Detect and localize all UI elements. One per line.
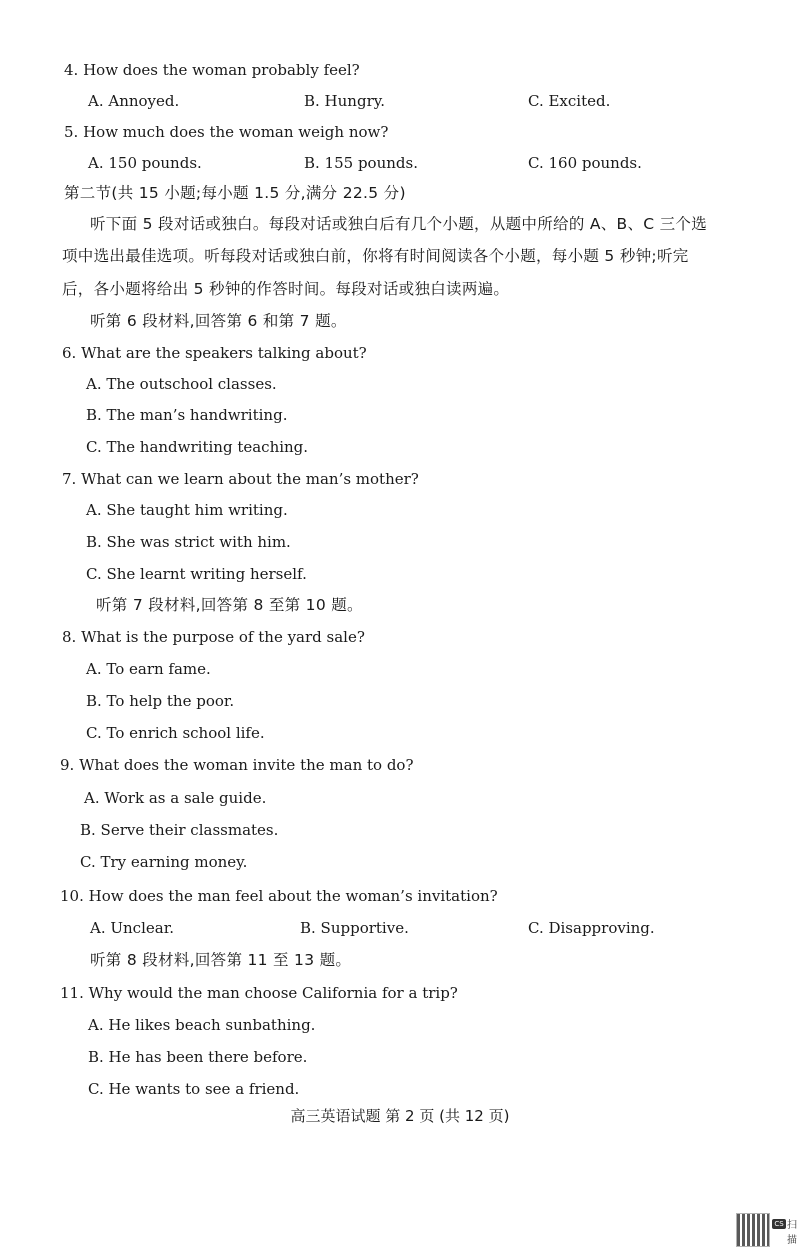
question-11-option-b: B. He has been there before. <box>88 1048 308 1066</box>
question-10-option-b: B. Supportive. <box>300 919 409 937</box>
question-8-option-b: B. To help the poor. <box>86 692 235 710</box>
question-4-option-c: C. Excited. <box>528 92 611 110</box>
scanner-badge-icon: CS <box>772 1219 786 1229</box>
section-2-heading: 第二节(共 15 小题;每小题 1.5 分,满分 22.5 分) <box>64 184 406 202</box>
question-9-stem: 9. What does the woman invite the man to do? <box>60 756 414 774</box>
question-5-option-a: A. 150 pounds. <box>88 154 202 172</box>
question-7-option-b: B. She was strict with him. <box>86 533 291 551</box>
question-4-option-a: A. Annoyed. <box>88 92 180 110</box>
question-8-stem: 8. What is the purpose of the yard sale? <box>62 628 365 646</box>
question-5-option-c: C. 160 pounds. <box>528 154 642 172</box>
question-8-option-a: A. To earn fame. <box>86 660 211 678</box>
scanner-label: 扫描 <box>787 1220 797 1246</box>
question-4-stem: 4. How does the woman probably feel? <box>64 61 360 79</box>
section-2-instruction-line-1: 听下面 5 段对话或独白。每段对话或独白后有几个小题，从题中所给的 A、B、C 三个选 <box>90 215 708 233</box>
material-8-instruction: 听第 8 段材料,回答第 11 至 13 题。 <box>90 951 352 969</box>
question-7-stem: 7. What can we learn about the man’s mother? <box>62 470 419 488</box>
question-6-option-c: C. The handwriting teaching. <box>86 438 309 456</box>
material-7-instruction: 听第 7 段材料,回答第 8 至第 10 题。 <box>96 596 363 614</box>
question-10-option-c: C. Disapproving. <box>528 919 655 937</box>
question-9-option-a: A. Work as a sale guide. <box>84 789 267 807</box>
question-5-stem: 5. How much does the woman weigh now? <box>64 123 389 141</box>
question-6-option-a: A. The outschool classes. <box>86 375 277 393</box>
question-10-stem: 10. How does the man feel about the woman’s invitation? <box>60 887 498 905</box>
question-9-option-b: B. Serve their classmates. <box>80 821 279 839</box>
page-footer: 高三英语试题 第 2 页 (共 12 页) <box>290 1107 510 1125</box>
qr-code-icon <box>736 1213 770 1247</box>
question-9-option-c: C. Try earning money. <box>80 853 248 871</box>
question-6-option-b: B. The man’s handwriting. <box>86 406 288 424</box>
question-10-option-a: A. Unclear. <box>90 919 174 937</box>
section-2-instruction-line-2: 项中选出最佳选项。听每段对话或独白前，你将有时间阅读各个小题，每小题 5 秒钟;听完 <box>62 247 689 265</box>
question-4-option-b: B. Hungry. <box>304 92 385 110</box>
question-8-option-c: C. To enrich school life. <box>86 724 265 742</box>
question-5-option-b: B. 155 pounds. <box>304 154 418 172</box>
section-2-instruction-line-3: 后，各小题将给出 5 秒钟的作答时间。每段对话或独白读两遍。 <box>62 280 510 298</box>
question-6-stem: 6. What are the speakers talking about? <box>62 344 367 362</box>
question-11-option-a: A. He likes beach sunbathing. <box>88 1016 316 1034</box>
question-11-option-c: C. He wants to see a friend. <box>88 1080 300 1098</box>
material-6-instruction: 听第 6 段材料,回答第 6 和第 7 题。 <box>90 312 347 330</box>
question-11-stem: 11. Why would the man choose California for a trip? <box>60 984 458 1002</box>
question-7-option-a: A. She taught him writing. <box>86 501 288 519</box>
question-7-option-c: C. She learnt writing herself. <box>86 565 307 583</box>
